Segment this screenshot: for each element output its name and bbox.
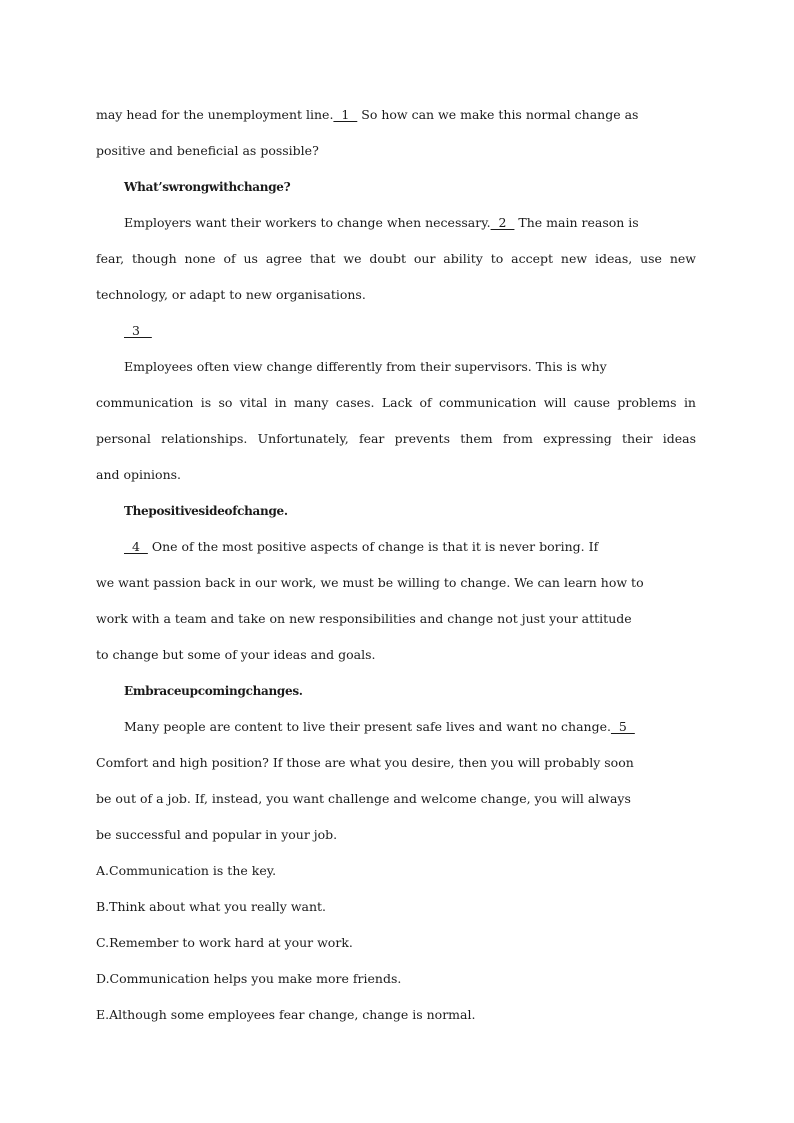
blank-3[interactable]: 3 xyxy=(124,323,152,338)
option-b[interactable]: B.Think about what you really want. xyxy=(96,899,327,914)
document-page xyxy=(96,97,696,1033)
text-segment: Employers want their workers to change when necessary. xyxy=(124,215,491,230)
blank-1[interactable]: 1 xyxy=(333,107,358,122)
paragraph-2-line-1 xyxy=(96,205,696,241)
paragraph-2-line-2: fear, though none of us agree that we doubt our ability to accept new ideas, use new xyxy=(96,251,696,266)
paragraph-4-line-2: we want passion back in our work, we must be willing to change. We can learn how to xyxy=(96,575,644,590)
paragraph-4-line-4: to change but some of your ideas and goals. xyxy=(96,647,376,662)
blank-4[interactable]: 4 xyxy=(124,539,148,554)
text-segment: One of the most positive aspects of change is that it is never boring. If xyxy=(147,539,599,554)
blank-2[interactable]: 2 xyxy=(490,215,515,230)
paragraph-1-line-1 xyxy=(96,97,696,133)
paragraph-5-line-1 xyxy=(96,709,696,745)
paragraph-3-line-4: and opinions. xyxy=(96,467,182,482)
text-segment: may head for the unemployment line. xyxy=(96,107,334,122)
option-a[interactable]: A.Communication is the key. xyxy=(96,863,277,878)
blank-5[interactable]: 5 xyxy=(610,719,635,734)
option-e[interactable]: E.Although some employees fear change, change is normal. xyxy=(96,1007,476,1022)
paragraph-3-line-1: Employees often view change differently from their supervisors. This is why xyxy=(124,359,607,374)
paragraph-4-line-1 xyxy=(96,529,696,565)
paragraph-4-line-3: work with a team and take on new responsibilities and change not just your attitude xyxy=(96,611,632,626)
option-c[interactable]: C.Remember to work hard at your work. xyxy=(96,935,353,950)
text-segment: Many people are content to live their present safe lives and want no change. xyxy=(124,719,611,734)
paragraph-1-line-2: positive and beneficial as possible? xyxy=(96,143,319,158)
text-segment: So how can we make this normal change as xyxy=(357,107,639,122)
paragraph-5-line-2: Comfort and high position? If those are what you desire, then you will probably soon xyxy=(96,755,634,770)
paragraph-3-line-2: communication is so vital in many cases. Lack of communication will cause problems in xyxy=(96,395,696,410)
answer-options xyxy=(96,853,696,1033)
section-heading-2: Thepositivesideofchange. xyxy=(124,504,288,518)
text-segment: The main reason is xyxy=(514,215,639,230)
paragraph-5-line-3: be out of a job. If, instead, you want challenge and welcome change, you will always xyxy=(96,791,631,806)
option-d[interactable]: D.Communication helps you make more friends. xyxy=(96,971,402,986)
paragraph-3-line-3: personal relationships. Unfortunately, fear prevents them from expressing their ideas xyxy=(96,431,696,446)
paragraph-5-line-4: be successful and popular in your job. xyxy=(96,827,338,842)
paragraph-2-line-3: technology, or adapt to new organisations. xyxy=(96,287,366,302)
section-heading-1: What’swrongwithchange? xyxy=(124,180,291,194)
blank-3-line xyxy=(96,313,696,349)
section-heading-3: Embraceupcomingchanges. xyxy=(124,684,303,698)
